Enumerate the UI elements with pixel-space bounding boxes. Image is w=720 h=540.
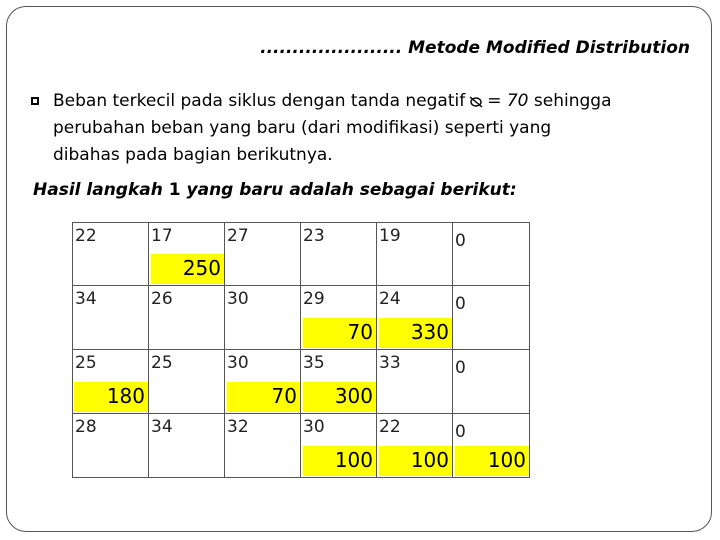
allocation-value: 330 <box>410 320 449 344</box>
table-cell <box>453 286 530 350</box>
table-cell <box>301 222 377 286</box>
allocation-value: 100 <box>487 448 526 472</box>
cell-cost: 33 <box>379 353 401 373</box>
cell-cost: 26 <box>151 289 173 309</box>
bullet-text-part3: sehingga <box>533 91 612 111</box>
cell-cost: 30 <box>227 353 249 373</box>
allocation-value: 300 <box>334 384 373 408</box>
bullet-paragraph <box>33 88 693 169</box>
cell-cost: 32 <box>227 417 249 437</box>
table-cell <box>72 286 149 350</box>
bullet-text-part1: Beban terkecil pada siklus dengan tanda negatif <box>53 91 466 111</box>
slide-title: ...................... Metode Modified Distribution <box>260 38 690 58</box>
table-cell <box>149 286 225 350</box>
bullet-line3: dibahas pada bagian berikutnya. <box>53 145 333 165</box>
allocation-value: 70 <box>347 320 373 344</box>
bullet-value: = 70 <box>487 91 529 111</box>
table-cell <box>72 222 149 286</box>
cell-cost: 0 <box>455 231 466 251</box>
cell-cost: 30 <box>303 417 325 437</box>
cell-cost: 34 <box>151 417 173 437</box>
cell-cost: 25 <box>75 353 97 373</box>
square-bullet-icon <box>30 96 40 106</box>
transport-table <box>72 222 532 478</box>
cell-cost: 17 <box>151 226 173 246</box>
table-cell <box>225 222 301 286</box>
result-heading <box>33 180 517 200</box>
bullet-line2: perubahan beban yang baru (dari modifikasi) seperti yang <box>53 118 552 138</box>
cell-cost: 0 <box>455 358 466 378</box>
result-suffix: yang baru adalah sebagai berikut: <box>180 180 517 200</box>
table-cell <box>225 414 301 478</box>
allocation-value: 100 <box>334 448 373 472</box>
result-step-number: 1 <box>168 180 181 200</box>
cell-cost: 19 <box>379 226 401 246</box>
cell-cost: 28 <box>75 417 97 437</box>
cell-cost: 25 <box>151 353 173 373</box>
cell-cost: 22 <box>75 226 97 246</box>
table-cell <box>72 414 149 478</box>
table-cell <box>453 350 530 414</box>
cell-cost: 27 <box>227 226 249 246</box>
allocation-value: 100 <box>410 448 449 472</box>
table-cell <box>225 286 301 350</box>
table-cell <box>453 222 530 286</box>
allocation-value: 250 <box>182 256 221 280</box>
cell-cost: 29 <box>303 289 325 309</box>
cell-cost: 30 <box>227 289 249 309</box>
cell-cost: 0 <box>455 422 466 442</box>
cell-cost: 23 <box>303 226 325 246</box>
cell-cost: 34 <box>75 289 97 309</box>
table-cell <box>377 350 453 414</box>
table-cell <box>149 350 225 414</box>
theta-symbol-icon <box>469 94 483 108</box>
cell-cost: 35 <box>303 353 325 373</box>
allocation-value: 180 <box>106 384 145 408</box>
cell-cost: 22 <box>379 417 401 437</box>
cell-cost: 0 <box>455 294 466 314</box>
cell-cost: 24 <box>379 289 401 309</box>
table-cell <box>377 222 453 286</box>
result-prefix: Hasil langkah <box>33 180 169 200</box>
table-cell <box>149 414 225 478</box>
allocation-value: 70 <box>271 384 297 408</box>
